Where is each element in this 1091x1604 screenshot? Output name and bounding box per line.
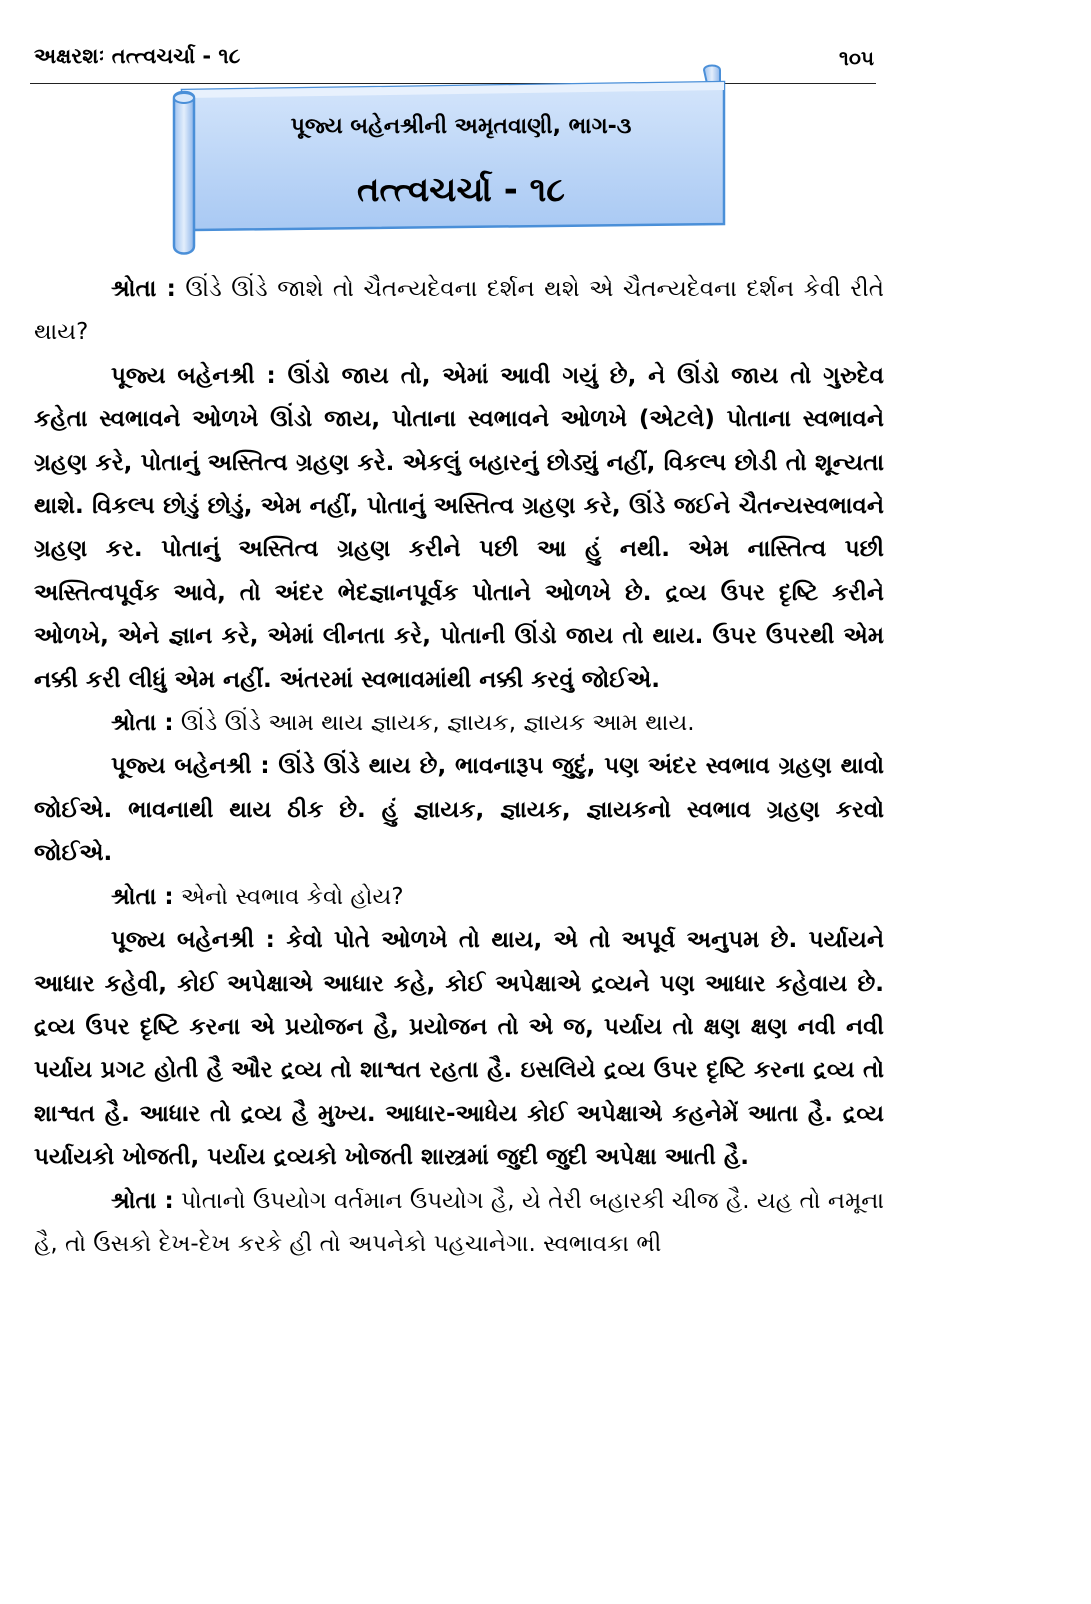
paragraph-text: ઊંડે ઊંડે આમ થાય જ્ઞાયક, જ્ઞાયક, જ્ઞાયક આમ થાય. xyxy=(173,710,695,737)
paragraph-3 xyxy=(34,702,884,745)
paragraph-1 xyxy=(34,268,884,355)
speaker-label: પૂજ્ય બહેનશ્રી : xyxy=(111,927,275,954)
speaker-label: શ્રોતા : xyxy=(111,883,174,910)
paragraph-text: પોતાનો ઉપયોગ વર્તમાન ઉપયોગ હૈ, યે તેરી બહારકી ચીજ હૈ. યહ તો નમૂના હૈ, તો ઉસકો દેખ-દેખ કરકે હી તો અપનેકો પહચાનેગા. સ્વભાવકા ભી xyxy=(34,1187,884,1257)
paragraph-text: ઊંડે ઊંડે જાશે તો ચૈતન્યદેવના દર્શન થશે એ ચૈતન્યદેવના દર્શન કેવી રીતે થાય? xyxy=(34,276,885,346)
paragraph-5 xyxy=(34,876,884,919)
paragraph-text: ઊંડે ઊંડે થાય છે, ભાવનારૂપ જુદું, પણ અંદર સ્વભાવ ગ્રહણ થાવો જોઈએ. ભાવનાથી થાય ઠીક છે. હું જ્ઞાયક, જ્ઞાયક, જ્ઞાયકનો સ્વભાવ ગ્રહણ કરવો જોઈએ. xyxy=(34,753,884,867)
banner-title: તત્ત્વચર્ચા - ૧૮ xyxy=(356,170,566,210)
banner-subtitle: પૂજ્ય બહેનશ્રીની અમૃતવાણી, ભાગ-૩ xyxy=(290,114,632,139)
speaker-label: શ્રોતા : xyxy=(111,1187,174,1214)
paragraph-4 xyxy=(34,745,884,875)
paragraph-text: ઊંડો જાય તો, એમાં આવી ગયું છે, ને ઊંડો જાય તો ગુરુદેવ કહેતા સ્વભાવને ઓળખે ઊંડો જાય, પોતાના સ્વભાવને ઓળખે (એટલે) પોતાના સ્વભાવને ગ્રહણ કરે, પોતાનું અસ્તિત્વ ગ્રહણ કરે. એકલું બહારનું છોડ્યું નહીં, વિકલ્પ છોડી તો શૂન્યતા થાશે. વિકલ્પ છોડું છોડું, એમ નહીં, પોતાનું અસ્તિત્વ ગ્રહણ કરે, ઊંડે જઈને ચૈતન્યસ્વભાવને ગ્રહણ કર. પોતાનું અસ્તિત્વ ગ્રહણ કરીને પછી આ હું નથી. એમ નાસ્તિત્વ પછી અસ્તિત્વપૂર્વક આવે, તો અંદર ભેદજ્ઞાનપૂર્વક પોતાને ઓળખે છે. દ્રવ્ય ઉપર દૃષ્ટિ કરીને ઓળખે, એને જ્ઞાન કરે, એમાં લીનતા કરે, પોતાની ઊંડો જાય તો થાય. ઉપર ઉપરથી એમ નક્કી કરી લીધું એમ નહીં. અંતરમાં સ્વભાવમાંથી નક્કી કરવું જોઈએ. xyxy=(34,362,884,693)
title-scroll-banner xyxy=(168,62,734,258)
discussion-body xyxy=(34,268,884,1266)
paragraph-text: એનો સ્વભાવ કેવો હોય? xyxy=(173,883,404,910)
speaker-label: પૂજ્ય બહેનશ્રી : xyxy=(111,362,276,389)
paragraph-2 xyxy=(34,355,884,702)
scroll-graphic xyxy=(168,62,734,258)
speaker-label: શ્રોતા : xyxy=(111,710,174,737)
paragraph-text: કેવો પોતે ઓળખે તો થાય, એ તો અપૂર્વ અનુપમ છે. પર્યાયને આધાર કહેવી, કોઈ અપેક્ષાએ આધાર કહે, કોઈ અપેક્ષાએ દ્રવ્યને પણ આધાર કહેવાય છે. દ્રવ્ય ઉપર દૃષ્ટિ કરના એ પ્રયોજન હૈ, પ્રયોજન તો એ જ, પર્યાય તો ક્ષણ ક્ષણ નવી નવી પર્યાય પ્રગટ હોતી હૈ ઔર દ્રવ્ય તો શાશ્વત રહતા હૈ. ઇસલિયે દ્રવ્ય ઉપર દૃષ્ટિ કરના દ્રવ્ય તો શાશ્વત હૈ. આધાર તો દ્રવ્ય હૈ મુખ્ય. આધાર-આધેય કોઈ અપેક્ષાએ કહનેમેં આતા હૈ. દ્રવ્ય પર્યાયકો ખોજતી, પર્યાય દ્રવ્યકો ખોજતી શાસ્ત્રમાં જુદી જુદી અપેક્ષા આતી હૈ. xyxy=(34,927,884,1171)
paragraph-7 xyxy=(34,1180,884,1267)
paragraph-6 xyxy=(34,919,884,1179)
speaker-label: પૂજ્ય બહેનશ્રી : xyxy=(111,753,270,780)
running-title: અક્ષરશઃ તત્ત્વચર્ચા - ૧૮ xyxy=(34,44,241,68)
page-number: ૧૦૫ xyxy=(839,46,874,70)
speaker-label: શ્રોતા : xyxy=(111,276,176,302)
